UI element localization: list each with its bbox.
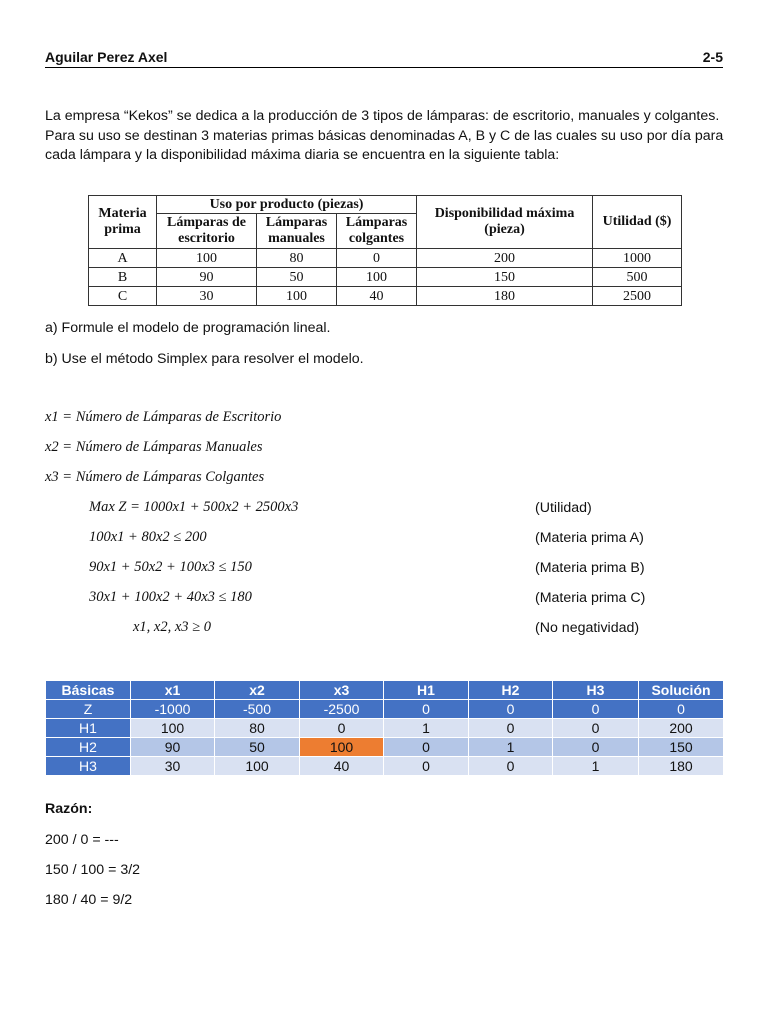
table-cell: 30 [131, 757, 215, 776]
ratio-title: Razón: [45, 801, 93, 817]
table-cell: 200 [417, 249, 593, 268]
objective-note: (Utilidad) [535, 500, 592, 516]
header-uso-por-producto: Uso por producto (piezas) [157, 196, 417, 214]
table-cell: 0 [639, 700, 724, 719]
table-cell: 90 [157, 268, 257, 287]
table-cell: 50 [215, 738, 300, 757]
problem-data-table [88, 195, 682, 306]
tableau-row-h1 [46, 719, 724, 738]
table-cell: B [89, 268, 157, 287]
table-cell: 150 [639, 738, 724, 757]
table-cell: -2500 [300, 700, 384, 719]
table-cell: -500 [215, 700, 300, 719]
table-cell: 180 [417, 287, 593, 306]
basic-variable: H3 [46, 757, 131, 776]
table-cell: 80 [215, 719, 300, 738]
table-cell: 180 [639, 757, 724, 776]
table-cell: 50 [257, 268, 337, 287]
constraint-a: 100x1 + 80x2 ≤ 200 [89, 529, 207, 545]
table-cell: 150 [417, 268, 593, 287]
table-cell: 0 [337, 249, 417, 268]
table-cell: 0 [469, 757, 553, 776]
variable-x3: x3 = Número de Lámparas Colgantes [45, 469, 265, 485]
table-cell: 0 [553, 719, 639, 738]
pivot-cell: 100 [300, 738, 384, 757]
col-header-x1: x1 [131, 681, 215, 700]
table-cell: 1000 [593, 249, 682, 268]
table-cell: 30 [157, 287, 257, 306]
table-cell: 100 [215, 757, 300, 776]
table-cell: 0 [469, 719, 553, 738]
table-cell: 100 [131, 719, 215, 738]
table-cell: 100 [257, 287, 337, 306]
constraint-b: 90x1 + 50x2 + 100x3 ≤ 150 [89, 559, 252, 575]
table-cell: 0 [300, 719, 384, 738]
table-cell: 0 [469, 700, 553, 719]
table-cell: 100 [157, 249, 257, 268]
col-header-h1: H1 [384, 681, 469, 700]
basic-variable: Z [46, 700, 131, 719]
header-materia-prima: Materia prima [89, 196, 157, 249]
col-header-solucion: Solución [639, 681, 724, 700]
page-header [45, 47, 723, 68]
tableau-row-z [46, 700, 724, 719]
table-cell: 1 [553, 757, 639, 776]
constraint-c-note: (Materia prima C) [535, 590, 646, 606]
objective-function: Max Z = 1000x1 + 500x2 + 2500x3 [89, 499, 299, 515]
table-cell: 500 [593, 268, 682, 287]
table-row [89, 249, 682, 268]
table-cell: 0 [553, 700, 639, 719]
col-header-basicas: Básicas [46, 681, 131, 700]
table-cell: A [89, 249, 157, 268]
constraint-b-note: (Materia prima B) [535, 560, 645, 576]
basic-variable: H2 [46, 738, 131, 757]
table-cell: 90 [131, 738, 215, 757]
table-cell: 0 [384, 700, 469, 719]
question-a: a) Formule el modelo de programación lineal. [45, 320, 331, 336]
header-lamparas-colgantes: Lámparas colgantes [337, 214, 417, 249]
tableau-row-h2 [46, 738, 724, 757]
table-cell: 2500 [593, 287, 682, 306]
table-cell: 80 [257, 249, 337, 268]
table-row [89, 268, 682, 287]
table-cell: C [89, 287, 157, 306]
constraint-a-note: (Materia prima A) [535, 530, 644, 546]
header-utilidad: Utilidad ($) [593, 196, 682, 249]
ratio-line-2: 150 / 100 = 3/2 [45, 862, 141, 878]
author-name: Aguilar Perez Axel [45, 49, 168, 65]
table-cell: 40 [300, 757, 384, 776]
table-cell: 40 [337, 287, 417, 306]
table-cell: -1000 [131, 700, 215, 719]
tableau-row-h3 [46, 757, 724, 776]
ratio-line-1: 200 / 0 = --- [45, 832, 119, 848]
simplex-tableau [45, 680, 724, 776]
ratio-line-3: 180 / 40 = 9/2 [45, 892, 133, 908]
col-header-h2: H2 [469, 681, 553, 700]
table-cell: 200 [639, 719, 724, 738]
non-negativity: x1, x2, x3 ≥ 0 [133, 619, 212, 635]
header-lamparas-escritorio: Lámparas de escritorio [157, 214, 257, 249]
variable-x1: x1 = Número de Lámparas de Escritorio [45, 409, 282, 425]
constraint-c: 30x1 + 100x2 + 40x3 ≤ 180 [89, 589, 252, 605]
table-cell: 0 [553, 738, 639, 757]
question-b: b) Use el método Simplex para resolver el modelo. [45, 351, 364, 367]
table-cell: 100 [337, 268, 417, 287]
col-header-h3: H3 [553, 681, 639, 700]
header-disponibilidad: Disponibilidad máxima (pieza) [417, 196, 593, 249]
table-cell: 0 [384, 757, 469, 776]
table-cell: 1 [469, 738, 553, 757]
page-number: 2-5 [702, 49, 723, 65]
basic-variable: H1 [46, 719, 131, 738]
col-header-x2: x2 [215, 681, 300, 700]
variable-x2: x2 = Número de Lámparas Manuales [45, 439, 263, 455]
table-cell: 1 [384, 719, 469, 738]
problem-statement: La empresa “Kekos” se dedica a la producción de 3 tipos de lámparas: de escritorio, manuales y colgantes. Para su uso se destinan 3 materias primas básicas denominadas A, B y C de las cuales su uso por día para cada lámpara y la disponibilidad máxima diaria se encuentra en la siguiente tabla: [45, 108, 724, 163]
table-row [89, 287, 682, 306]
table-cell: 0 [384, 738, 469, 757]
header-lamparas-manuales: Lámparas manuales [257, 214, 337, 249]
non-negativity-note: (No negatividad) [535, 620, 640, 636]
col-header-x3: x3 [300, 681, 384, 700]
